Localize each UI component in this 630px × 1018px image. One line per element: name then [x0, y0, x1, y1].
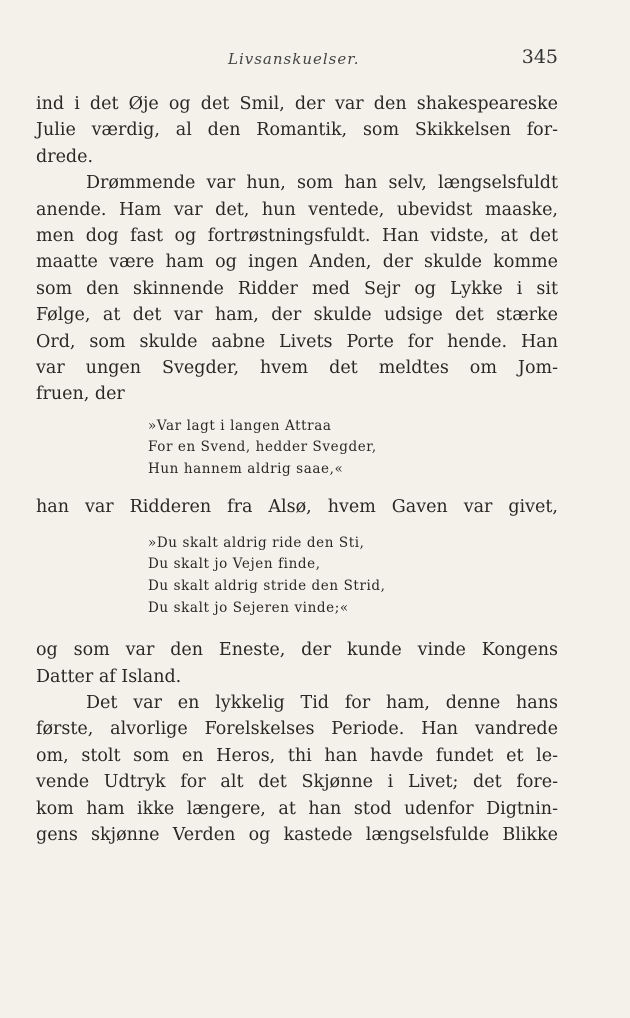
text-block-upper: [36, 91, 558, 408]
text-line: men dog fast og fortrøstningsfuldt. Han vidste, at det: [36, 225, 558, 246]
text-line: om, stolt som en Heros, thi han havde fundet et le-: [36, 745, 558, 766]
text-line: ind i det Øje og det Smil, der var den shakespeareske: [36, 94, 558, 114]
text-line: Ord, som skulde aabne Livets Porte for hende. Han: [36, 331, 558, 352]
text-line: fruen, der: [36, 384, 125, 405]
text-line: anende. Ham var det, hun ventede, ubevidst maaske,: [36, 199, 558, 220]
text-line: var ungen Svegder, hvem det meldtes om Jom-: [36, 357, 558, 378]
running-title: Livsanskuelser.: [228, 50, 360, 68]
text-line: Det var en lykkelig Tid for ham, denne hans: [86, 693, 558, 714]
text-line: vende Udtryk for alt det Skjønne i Livet; det fore-: [36, 772, 558, 793]
verse-line: Du skalt jo Sejeren vinde;«: [148, 599, 349, 616]
text-line: gens skjønne Verden og kastede længselsfulde Blikke: [36, 824, 558, 845]
text-line: maatte være ham og ingen Anden, der skulde komme: [36, 252, 558, 273]
page-number: 345: [521, 46, 558, 68]
verse-line: »Var lagt i langen Attraa: [148, 417, 332, 434]
verse-stanza-1: [148, 416, 558, 481]
text-line: drede.: [36, 146, 94, 167]
verse-line: Du skalt jo Vejen finde,: [148, 556, 321, 573]
verse-line: For en Svend, hedder Svegder,: [148, 439, 377, 456]
page-body: [36, 91, 558, 848]
text-line: Drømmende var hun, som han selv, længselsfuldt: [86, 173, 558, 194]
text-block-lower: [36, 637, 558, 848]
text-line: første, alvorlige Forelskelses Periode. Han vandrede: [36, 719, 558, 740]
text-line: kom ham ikke længere, at han stod udenfor Digtnin-: [36, 798, 558, 819]
text-line: Julie værdig, al den Romantik, som Skikkelsen for-: [36, 120, 558, 141]
verse-line: Du skalt aldrig stride den Strid,: [148, 578, 386, 595]
text-line: og som var den Eneste, der kunde vinde Kongens: [36, 640, 558, 661]
text-line: Datter af Island.: [36, 666, 182, 687]
verse-stanza-2: [148, 533, 558, 619]
text-line: som den skinnende Ridder med Sejr og Lykke i sit: [36, 278, 558, 299]
page-header: [36, 46, 558, 76]
verse-line: »Du skalt aldrig ride den Sti,: [148, 534, 365, 551]
text-line: Følge, at det var ham, der skulde udsige det stærke: [36, 305, 558, 326]
verse-line: Hun hannem aldrig saae,«: [148, 460, 344, 477]
text-line: han var Ridderen fra Alsø, hvem Gaven var givet,: [36, 497, 558, 518]
